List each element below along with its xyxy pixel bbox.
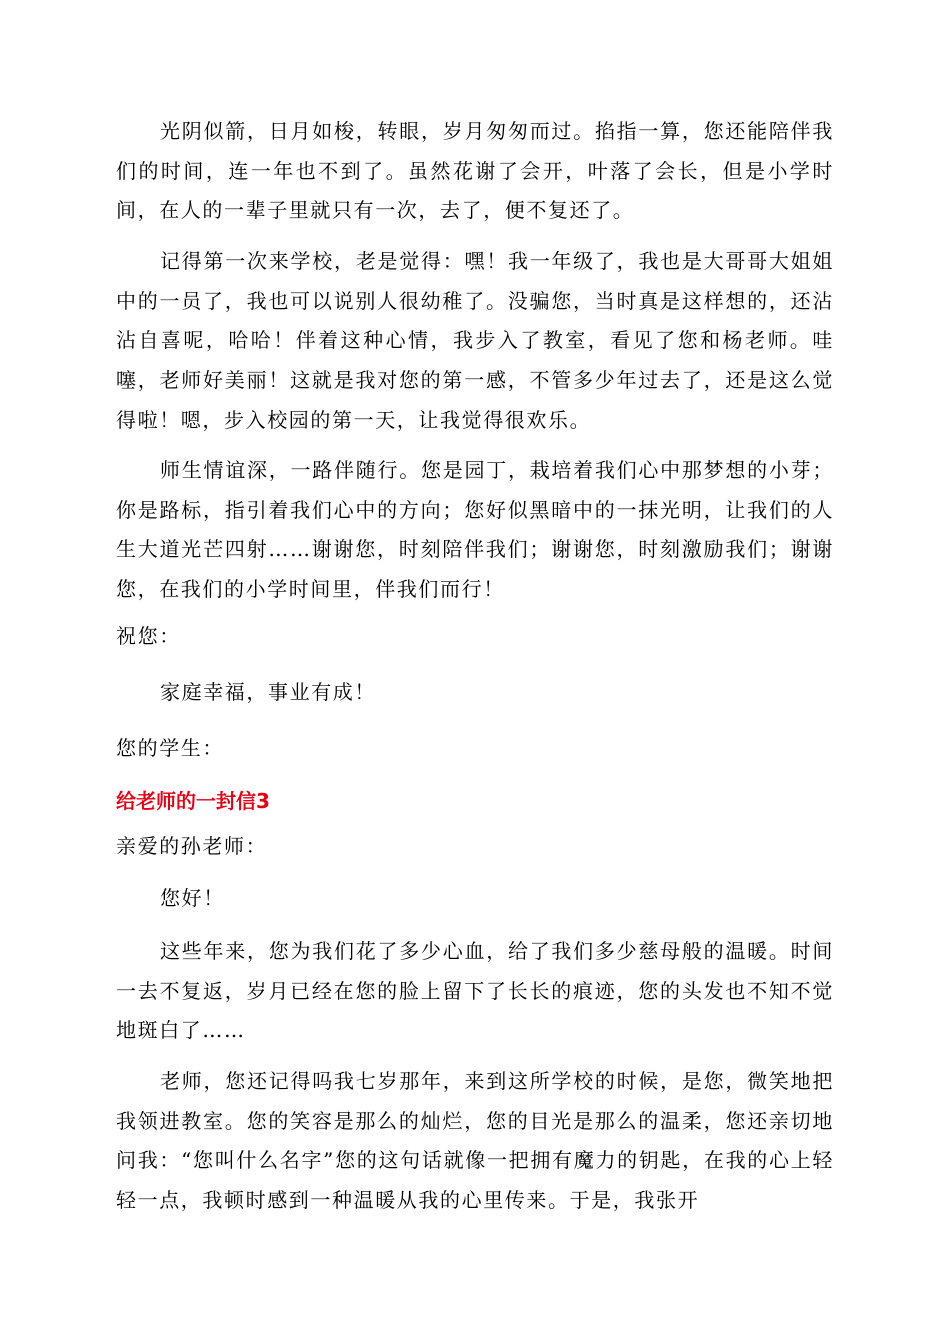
paragraph-memory: 老师，您还记得吗我七岁那年，来到这所学校的时候，是您，微笑地把我领进教室。您的笑容是那么的灿烂，您的目光是那么的温柔，您还亲切地问我：“您叫什么名字”您的这句话就像一把拥有魔力的钥匙，在我的心上轻轻一点，我顿时感到一种温暖从我的心里传来。于是，我张开 [116,1069,834,1213]
letter-heading: 给老师的一封信3 [116,789,270,813]
paragraph-gratitude: 师生情谊深，一路伴随行。您是园丁，栽培着我们心中那梦想的小芽；你是路标，指引着我们心中的方向；您好似黑暗中的一抹光明，让我们的人生大道光芒四射……谢谢您，时刻陪伴我们；谢谢您，时刻激励我们；谢谢您，在我们的小学时间里，伴我们而行！ [116,458,834,602]
signature: 您的学生： [116,736,224,760]
wish-text: 家庭幸福，事业有成！ [160,680,376,704]
wish-intro: 祝您： [116,624,181,648]
salutation: 亲爱的孙老师： [116,834,268,858]
paragraph-warmth: 这些年来，您为我们花了多少心血，给了我们多少慈母般的温暖。时间一去不复返，岁月已经在您的脸上留下了长长的痕迹，您的头发也不知不觉地斑白了…… [116,939,834,1043]
greeting: 您好！ [160,886,225,910]
paragraph-time-passing: 光阴似箭，日月如梭，转眼，岁月匆匆而过。掐指一算，您还能陪伴我们的时间，连一年也不到了。虽然花谢了会开，叶落了会长，但是小学时间，在人的一辈子里就只有一次，去了，便不复还了。 [116,119,834,223]
paragraph-first-day: 记得第一次来学校，老是觉得：嘿！我一年级了，我也是大哥哥大姐姐中的一员了，我也可以说别人很幼稚了。没骗您，当时真是这样想的，还沾沾自喜呢，哈哈！伴着这种心情，我步入了教室，看见了您和杨老师。哇噻，老师好美丽！这就是我对您的第一感，不管多少年过去了，还是这么觉得啦！嗯，步入校园的第一天，让我觉得很欢乐。 [116,249,834,432]
